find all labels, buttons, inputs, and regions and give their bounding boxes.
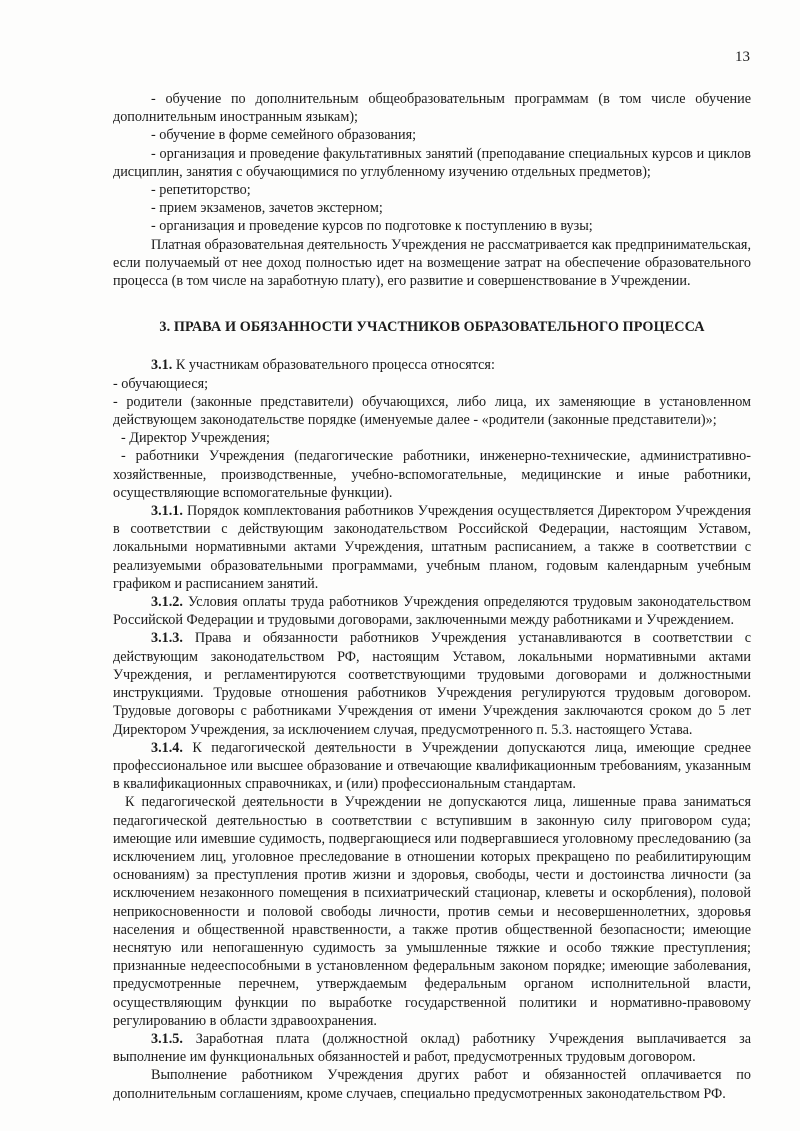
document-body <box>113 90 751 1103</box>
clause-text: Права и обязанности работников Учреждения устанавливаются в соответствии с действующим законодательством РФ, настоящим Уставом, локальными нормативными актами Учреждения, и регламентируются соответствующими трудовыми договорами и должностными инструкциями. Трудовые отношения работников Учреждения регулируются трудовым договором. Трудовые договоры с работниками Учреждения от имени Учреждения заключаются сроком до 5 лет Директором Учреждения, за исключением случая, предусмотренного п. 5.3. настоящего Устава. <box>113 630 751 738</box>
participant-director: - Директор Учреждения; <box>121 430 270 447</box>
paragraph-paid-activity: Платная образовательная деятельность Учреждения не рассматривается как предпринимательская, если получаемый от нее доход полностью идет на возмещение затрат на обеспечение образовательного процесса (в том числе на заработную плату), его развитие и совершенствование в Учреждении. <box>113 236 751 290</box>
clause-text: Условия оплаты труда работников Учреждения определяются трудовым законодательством Российской Федерации и трудовыми договорами, заключенными между работниками и Учреждением. <box>113 594 751 629</box>
list-item-tutoring: - репетиторство; <box>151 182 251 199</box>
clause-number: 3.1.5. <box>151 1030 183 1047</box>
list-item-family-education: - обучение в форме семейного образования; <box>151 127 417 144</box>
section-heading: 3. ПРАВА И ОБЯЗАННОСТИ УЧАСТНИКОВ ОБРАЗОВАТЕЛЬНОГО ПРОЦЕССА <box>159 319 705 336</box>
participant-parents: - родители (законные представители) обучающихся, либо лица, их заменяющие в установленном действующем законодательстве порядке (именуемые далее - «родители (законные представители)»; <box>113 393 751 429</box>
clause-text: Заработная плата (должностной оклад) работнику Учреждения выплачивается за выполнение им функциональных обязанностей и работ, предусмотренных трудовым договором. <box>113 1030 751 1066</box>
list-item-additional-programs: - обучение по дополнительным общеобразовательным программам (в том числе обучение дополнительным иностранным языкам); <box>113 91 751 126</box>
clause-number: 3.1.1. <box>151 503 183 520</box>
paragraph-3-1-2 <box>113 593 751 629</box>
clause-text: Порядок комплектования работников Учреждения осуществляется Директором Учреждения в соответствии с действующим законодательством Российской Федерации, настоящим Уставом, локальными нормативными актами Учреждения, штатным расписанием, а также в соответствии с реализуемыми образовательными программами, учебным планом, годовым календарным учебным графиком и расписанием занятий. <box>113 503 751 592</box>
clause-text: К участникам образовательного процесса относятся: <box>172 357 495 374</box>
clause-number: 3.1.3. <box>151 630 183 647</box>
paragraph-3-1-3 <box>113 629 751 738</box>
paragraph-extra-work: Выполнение работником Учреждения других работ и обязанностей оплачивается по дополнительным соглашениям, кроме случаев, специально предусмотренных законодательством РФ. <box>113 1067 751 1102</box>
paragraph-3-1-1 <box>113 502 751 593</box>
paragraph-3-1-4 <box>113 739 751 794</box>
list-item-university-prep: - организация и проведение курсов по подготовке к поступлению в вузы; <box>151 218 593 235</box>
clause-number: 3.1.4. <box>151 739 183 756</box>
page-number: 13 <box>735 49 750 65</box>
list-item-external-exams: - прием экзаменов, зачетов экстерном; <box>151 200 383 217</box>
paragraph-not-allowed: К педагогической деятельности в Учреждении не допускаются лица, лишенные права заниматься педагогической деятельностью в соответствии с вступившим в законную силу приговором суда; имеющие или имевшие судимость, подвергающиеся или подвергавшиеся уголовному преследованию (за исключением лиц, уголовное преследование в отношении которых прекращено по реабилитирующим основаниям) за преступления против жизни и здоровья, свободы, чести и достоинства личности (за исключением незаконного помещения в психиатрический стационар, клеветы и оскорбления), половой неприкосновенности и половой свободы личности, против семьи и несовершеннолетних, здоровья населения и общественной нравственности, а также против общественной безопасности; имеющие неснятую или непогашенную судимость за умышленные тяжкие и особо тяжкие преступления; признанные недееспособными в установленном федеральным законом порядке; имеющие заболевания, предусмотренные перечнем, утверждаемым федеральным органом исполнительной власти, осуществляющим функции по выработке государственной политики и нормативно-правовому регулированию в области здравоохранения. <box>113 794 751 1029</box>
clause-text: К педагогической деятельности в Учреждении допускаются лица, имеющие среднее профессиональное или высшее образование и отвечающие квалификационным требованиям, указанным в квалификационных справочниках, и (или) профессиональным стандартам. <box>113 739 751 793</box>
participant-students: - обучающиеся; <box>113 375 209 392</box>
participant-staff: - работники Учреждения (педагогические работники, инженерно-технические, административно-хозяйственные, производственные, учебно-вспомогательные, медицинские и иные работники, осуществляющие вспомогательные функции). <box>113 448 751 501</box>
paragraph-3-1-5 <box>113 1030 751 1066</box>
clause-number: 3.1. <box>151 357 173 374</box>
list-item-optional-classes: - организация и проведение факультативных занятий (преподавание специальных курсов и циклов дисциплин, занятия с обучающимися по углубленному изучению отдельных предметов); <box>113 145 751 180</box>
clause-number: 3.1.2. <box>151 594 183 611</box>
paragraph-3-1 <box>113 356 751 374</box>
